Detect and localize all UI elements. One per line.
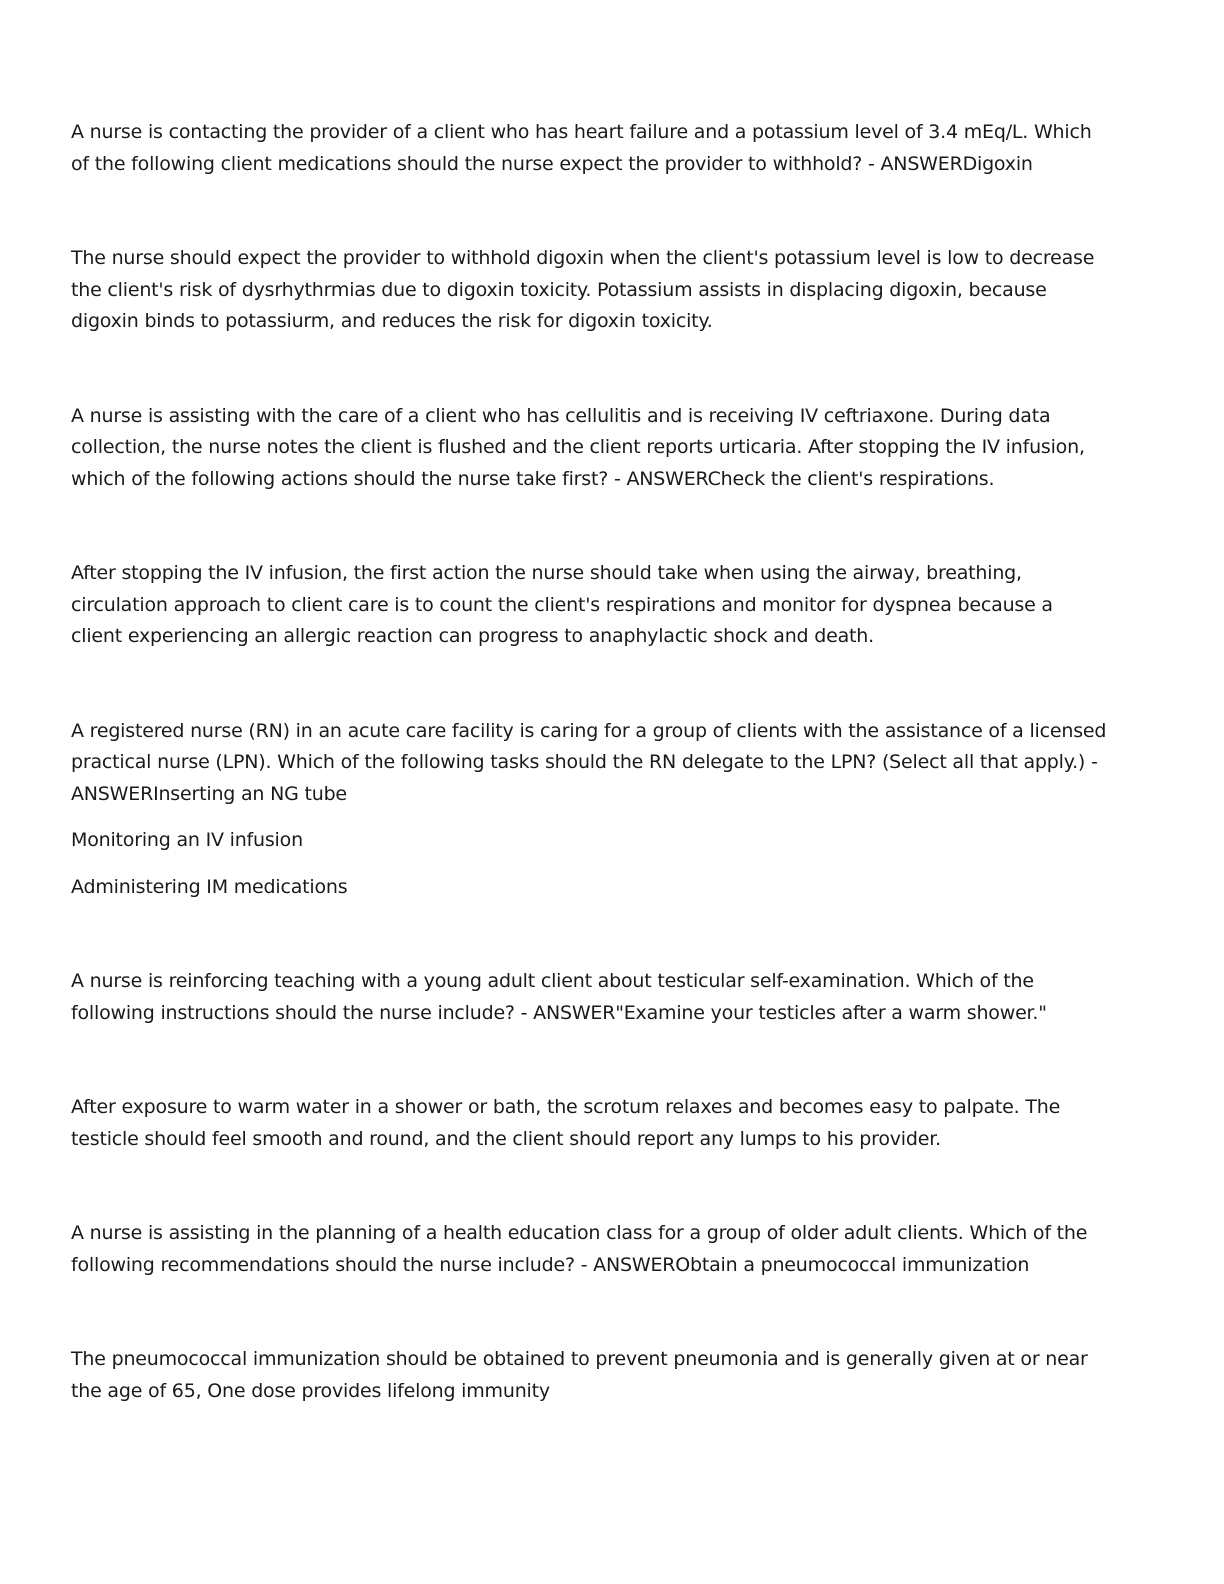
text-line: collection, the nurse notes the client is flushed and the client reports urticaria. After stopping the IV infusion,: [71, 436, 1085, 458]
document-page: [71, 117, 1141, 1407]
text-line: After exposure to warm water in a shower or bath, the scrotum relaxes and becomes easy to palpate. The: [71, 1096, 1061, 1118]
text-line: of the following client medications should the nurse expect the provider to withhold? - ANSWERDigoxin: [71, 152, 1033, 175]
text-line: A nurse is reinforcing teaching with a young adult client about testicular self-examination. Which of the: [71, 970, 1034, 992]
text-line: A registered nurse (RN) in an acute care facility is caring for a group of clients with the assistance of a licensed: [71, 719, 1107, 742]
text-line: Administering IM medications: [71, 875, 348, 898]
text-line: A nurse is assisting in the planning of a health education class for a group of older adult clients. Which of the: [71, 1222, 1088, 1244]
text-line: client experiencing an allergic reaction can progress to anaphylactic shock and death.: [71, 625, 874, 647]
text-line: A nurse is assisting with the care of a client who has cellulitis and is receiving IV ceftriaxone. During data: [71, 404, 1051, 427]
text-line: testicle should feel smooth and round, and the client should report any lumps to his provider.: [71, 1127, 941, 1150]
question-paragraph: [71, 966, 1141, 1029]
text-line: the client's risk of dysrhythrmias due to digoxin toxicity. Potassium assists in displacing digoxin, because: [71, 278, 1047, 301]
text-line: After stopping the IV infusion, the first action the nurse should take when using the airway, breathing,: [71, 562, 1022, 584]
answer-item: [71, 872, 1141, 904]
question-paragraph: [71, 1218, 1141, 1281]
question-paragraph: [71, 117, 1141, 180]
rationale-paragraph: [71, 243, 1141, 338]
text-line: the age of 65, One dose provides lifelong immunity: [71, 1379, 550, 1402]
text-line: The pneumococcal immunization should be obtained to prevent pneumonia and is generally given at or near: [71, 1348, 1088, 1370]
question-paragraph: [71, 401, 1141, 496]
rationale-paragraph: [71, 558, 1141, 653]
text-line: following instructions should the nurse include? - ANSWER"Examine your testicles after a warm shower.": [71, 1001, 1047, 1024]
text-line: circulation approach to client care is to count the client's respirations and monitor for dyspnea because a: [71, 593, 1053, 616]
text-line: following recommendations should the nurse include? - ANSWERObtain a pneumococcal immunization: [71, 1253, 1030, 1276]
rationale-paragraph: [71, 1092, 1141, 1155]
text-line: The nurse should expect the provider to withhold digoxin when the client's potassium level is low to decrease: [71, 247, 1095, 269]
answer-item: [71, 825, 1141, 857]
question-paragraph: [71, 716, 1141, 811]
text-line: which of the following actions should the nurse take first? - ANSWERCheck the client's respirations.: [71, 467, 995, 490]
text-line: A nurse is contacting the provider of a client who has heart failure and a potassium level of 3.4 mEq/L. Which: [71, 121, 1092, 143]
text-line: Monitoring an IV infusion: [71, 829, 303, 851]
text-line: digoxin binds to potassiurm, and reduces the risk for digoxin toxicity.: [71, 310, 713, 332]
text-line: practical nurse (LPN). Which of the following tasks should the RN delegate to the LPN? (Select all that apply.) -: [71, 751, 1098, 773]
rationale-paragraph: [71, 1344, 1141, 1407]
text-line: ANSWERInserting an NG tube: [71, 782, 347, 805]
